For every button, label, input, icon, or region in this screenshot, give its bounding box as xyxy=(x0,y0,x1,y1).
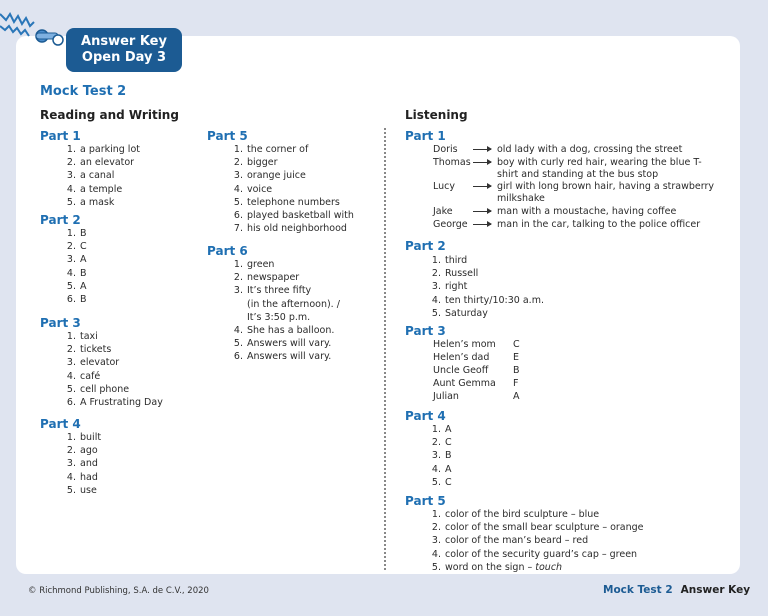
ls-part2-list xyxy=(429,254,544,320)
list-item: 2. newspaper xyxy=(233,272,300,284)
ls-part5-list xyxy=(429,508,644,574)
rw-part1-title: Part 1 xyxy=(40,129,81,143)
rw-part5-title: Part 5 xyxy=(207,129,248,143)
arrow-right-icon xyxy=(473,186,491,187)
answer-key-badge xyxy=(66,28,182,72)
list-item: 6. played basketball with xyxy=(233,210,354,222)
list-item: 4. A xyxy=(431,463,452,475)
list-item: 5. Answers will vary. xyxy=(233,338,332,350)
rw-part2-title: Part 2 xyxy=(40,213,81,227)
rw-part5-list xyxy=(231,143,354,235)
list-item: 1. color of the bird sculpture – blue xyxy=(431,509,600,520)
badge-line-2: Open Day 3 xyxy=(81,50,167,65)
list-item: 5. telephone numbers xyxy=(233,196,340,208)
list-item: 2. Russell xyxy=(431,268,479,280)
ls-part3-title: Part 3 xyxy=(405,324,446,338)
list-item: 3. elevator xyxy=(66,357,120,369)
list-item: 3. right xyxy=(431,281,468,293)
ls-part4-list xyxy=(429,423,452,489)
list-item: 4. B xyxy=(66,267,87,279)
rw-part3-list xyxy=(64,330,163,409)
list-item: 1. A xyxy=(431,424,452,435)
list-item: 6. Answers will vary. xyxy=(233,351,332,363)
list-item: 4. a temple xyxy=(66,183,123,195)
list-item: 1. green xyxy=(233,259,275,270)
list-item: 3. orange juice xyxy=(233,170,306,182)
list-item: 4. café xyxy=(66,370,101,382)
list-item: 4. color of the security guard’s cap – green xyxy=(431,548,638,560)
list-item: 2. an elevator xyxy=(66,157,135,169)
rw-part2-list xyxy=(64,227,87,306)
arrow-right-icon xyxy=(473,224,491,225)
list-item: 7. his old neighborhood xyxy=(233,223,347,235)
rw-part6-list xyxy=(231,258,340,364)
zipper-icon xyxy=(0,0,72,48)
list-item: 6. B xyxy=(66,294,87,306)
page-title: Mock Test 2 xyxy=(40,84,127,99)
list-item: 3. color of the man’s beard – red xyxy=(431,535,589,547)
list-item: 5. word on the sign – touch xyxy=(431,561,563,573)
rw-part4-title: Part 4 xyxy=(40,417,81,431)
arrow-right-icon xyxy=(473,162,491,163)
arrow-right-icon xyxy=(473,149,491,150)
copyright: © Richmond Publishing, S.A. de C.V., 2020 xyxy=(28,586,209,596)
list-item: 2. color of the small bear sculpture – orange xyxy=(431,522,644,534)
arrow-right-icon xyxy=(473,211,491,212)
list-item: 4. She has a balloon. xyxy=(233,325,335,337)
list-item: 5. a mask xyxy=(66,196,115,208)
listening-heading: Listening xyxy=(405,108,468,122)
list-item: 1. the corner of xyxy=(233,144,309,155)
list-item: 1. taxi xyxy=(66,331,98,342)
ls-part5-title: Part 5 xyxy=(405,494,446,508)
list-item: 2. ago xyxy=(66,445,98,457)
rw-part4-list xyxy=(64,431,101,497)
list-item: 5. A xyxy=(66,280,87,292)
list-item: 5. use xyxy=(66,484,97,496)
ls-part1-title: Part 1 xyxy=(405,129,446,143)
ls-part4-title: Part 4 xyxy=(405,409,446,423)
list-item: 4. had xyxy=(66,471,98,483)
list-item: 2. C xyxy=(431,437,452,449)
list-item: 6. A Frustrating Day xyxy=(66,397,163,409)
list-item: 3. A xyxy=(66,254,87,266)
list-item: 2. C xyxy=(66,241,87,253)
list-item: 3. and xyxy=(66,458,98,470)
footer-label: Mock Test 2 Answer Key xyxy=(603,584,751,596)
list-item: 1. built xyxy=(66,432,102,443)
badge-line-1: Answer Key xyxy=(81,34,167,49)
list-item: 3. a canal xyxy=(66,170,115,182)
list-item: 5. C xyxy=(431,476,452,488)
list-item: 1. B xyxy=(66,228,87,239)
list-item: 3. It’s three fifty (in the afternoon). / It’s 3:50 p.m. xyxy=(233,285,340,323)
ls-part3-table: Helen’s mom C Helen’s dad E Uncle Geoff B Aunt Gemma F Julian A xyxy=(433,339,520,402)
list-item: 1. third xyxy=(431,255,468,266)
list-item: 2. tickets xyxy=(66,344,112,356)
list-item: 4. voice xyxy=(233,183,273,195)
rw-part1-list xyxy=(64,143,140,209)
ls-part2-title: Part 2 xyxy=(405,239,446,253)
list-item: 2. bigger xyxy=(233,157,278,169)
list-item: 3. B xyxy=(431,450,452,462)
rw-part6-title: Part 6 xyxy=(207,244,248,258)
rw-part3-title: Part 3 xyxy=(40,316,81,330)
reading-writing-heading: Reading and Writing xyxy=(40,108,179,122)
column-divider xyxy=(384,128,386,570)
list-item: 4. ten thirty/10:30 a.m. xyxy=(431,294,544,306)
list-item: 1. a parking lot xyxy=(66,144,140,155)
list-item: 5. Saturday xyxy=(431,307,488,319)
list-item: 5. cell phone xyxy=(66,383,130,395)
